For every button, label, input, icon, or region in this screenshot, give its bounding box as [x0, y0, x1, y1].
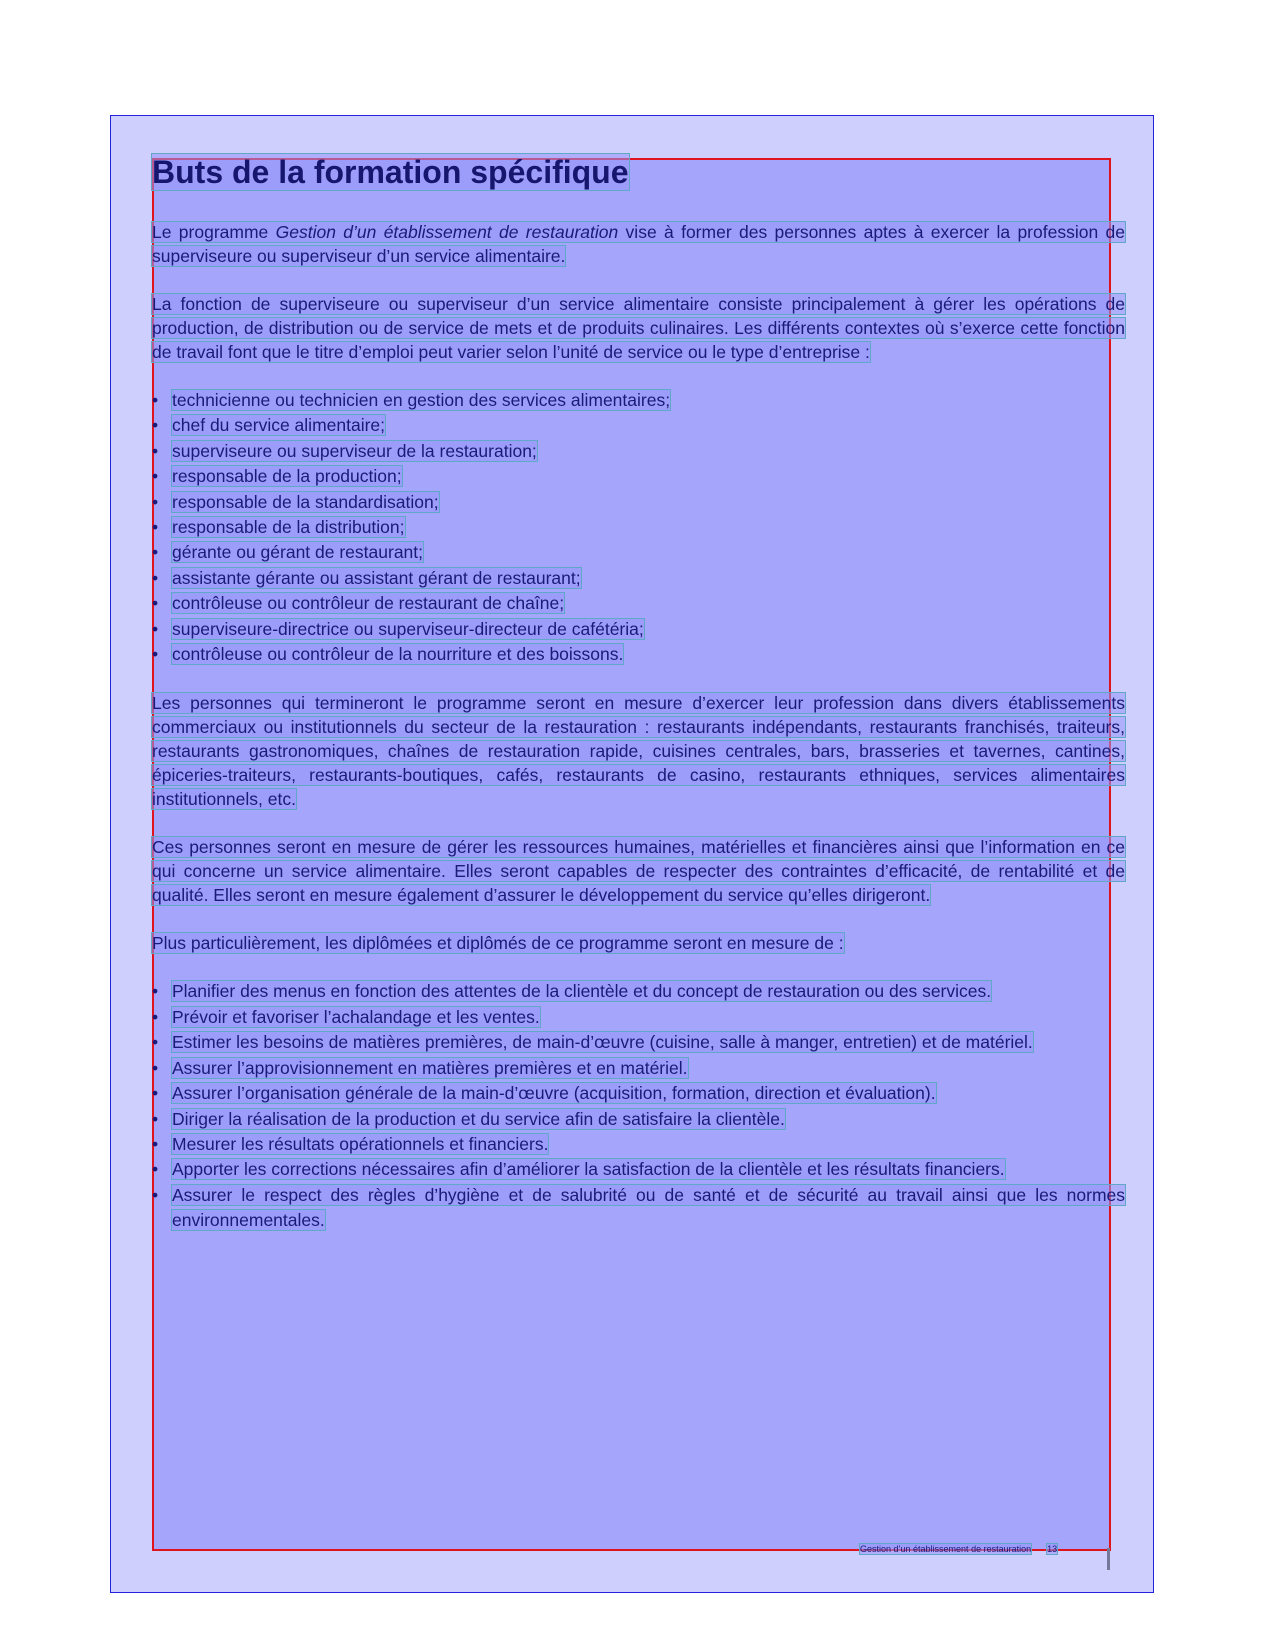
document-body	[152, 150, 1125, 1258]
bullet-icon: •	[152, 1032, 159, 1053]
list-item-text: contrôleuse ou contrôleur de restaurant de chaîne;	[172, 593, 565, 614]
list-item	[152, 1081, 1125, 1106]
bullet-icon: •	[152, 1184, 159, 1205]
list-item-text: Assurer l’approvisionnement en matières premières et en matériel.	[172, 1057, 688, 1078]
list-item	[152, 439, 1125, 464]
list-item	[152, 1132, 1125, 1157]
intro-text	[152, 222, 1125, 266]
list-item	[152, 1183, 1125, 1234]
list-item	[152, 979, 1125, 1004]
objectives-intro	[152, 931, 1125, 955]
list-item	[152, 1030, 1125, 1055]
list-item-text: Estimer les besoins de matières premières, de main-d’œuvre (cuisine, salle à manger, entretien) et de matériel.	[172, 1032, 1033, 1053]
bullet-icon: •	[152, 593, 159, 614]
settings-paragraph	[152, 691, 1125, 811]
intro-paragraph	[152, 220, 1125, 268]
list-item-text: chef du service alimentaire;	[172, 415, 386, 436]
capabilities-text: Ces personnes seront en mesure de gérer les ressources humaines, matérielles et financières ainsi que l’information en ce qui concerne un service alimentaire. Elles seront capables de respecter des contraintes d’efficacité, de rentabilité et de qualité. Elles seront en mesure également d’assurer le développement du service qu’elles dirigeront.	[152, 837, 1125, 906]
list-item-text: responsable de la standardisation;	[172, 491, 439, 512]
list-item	[152, 490, 1125, 515]
list-item-text: contrôleuse ou contrôleur de la nourriture et des boissons.	[172, 644, 624, 665]
list-item-text: responsable de la production;	[172, 466, 402, 487]
list-item	[152, 1157, 1125, 1182]
list-item-text: Diriger la réalisation de la production et du service afin de satisfaire la clientèle.	[172, 1108, 785, 1129]
bullet-icon: •	[152, 567, 159, 588]
bullet-icon: •	[152, 466, 159, 487]
bullet-icon: •	[152, 517, 159, 538]
bullet-icon: •	[152, 390, 159, 410]
function-text: La fonction de superviseure ou superviseur d’un service alimentaire consiste principalement à gérer les opérations de production, de distribution ou de service de mets et de produits culinaires. Les différents contextes où s’exerce cette fonction de travail font que le titre d’emploi peut varier selon l’unité de service ou le type d’entreprise :	[152, 294, 1125, 362]
page-footer	[860, 1544, 1057, 1554]
bullet-icon: •	[152, 1159, 159, 1180]
bullet-icon: •	[152, 542, 159, 563]
list-item	[152, 388, 1125, 413]
capabilities-paragraph	[152, 835, 1125, 907]
intro-before: Le programme	[152, 222, 276, 242]
list-item-text: Mesurer les résultats opérationnels et financiers.	[172, 1133, 549, 1154]
page-edge-marker	[1107, 1548, 1110, 1570]
bullet-icon: •	[152, 491, 159, 512]
list-item-text: assistante gérante ou assistant gérant de restaurant;	[172, 567, 581, 588]
list-item-text: superviseure ou superviseur de la restauration;	[172, 440, 537, 461]
objectives-intro-text: Plus particulièrement, les diplômées et diplômés de ce programme seront en mesure de :	[152, 933, 844, 954]
bullet-icon: •	[152, 1006, 159, 1027]
bullet-icon: •	[152, 1133, 159, 1154]
objectives-list	[152, 979, 1125, 1233]
list-item-text: Planifier des menus en fonction des attentes de la clientèle et du concept de restauration ou des services.	[172, 981, 992, 1002]
bullet-icon: •	[152, 981, 159, 1002]
list-item	[152, 591, 1125, 616]
page-number: 13	[1047, 1544, 1058, 1554]
list-item	[152, 1107, 1125, 1132]
footer-text: Gestion d’un établissement de restauration	[860, 1544, 1032, 1554]
list-item-text: technicienne ou technicien en gestion des services alimentaires;	[172, 390, 671, 410]
list-item	[152, 413, 1125, 438]
list-item	[152, 540, 1125, 565]
list-item	[152, 515, 1125, 540]
list-item-text: responsable de la distribution;	[172, 517, 405, 538]
list-item-text: Prévoir et favoriser l’achalandage et les ventes.	[172, 1006, 540, 1027]
bullet-icon: •	[152, 1083, 159, 1104]
intro-after: vise à former des personnes aptes à exercer la profession de superviseure ou superviseur d’un service alimentaire.	[152, 222, 1125, 266]
list-item	[152, 464, 1125, 489]
function-paragraph	[152, 292, 1125, 364]
list-item-text: Apporter les corrections nécessaires afin d’améliorer la satisfaction de la clientèle et les résultats financiers.	[172, 1159, 1005, 1180]
settings-text: Les personnes qui termineront le programme seront en mesure d’exercer leur profession dans divers établissements commerciaux ou institutionnels du secteur de la restauration : restaurants indépendants, restaurants franchisés, traiteurs, restaurants gastronomiques, chaînes de restauration rapide, cuisines centrales, bars, brasseries et tavernes, cantines, épiceries-traiteurs, restaurants-boutiques, cafés, restaurants de casino, restaurants ethniques, services alimentaires institutionnels, etc.	[152, 693, 1125, 810]
list-item-text: superviseure-directrice ou superviseur-directeur de cafétéria;	[172, 618, 644, 639]
list-item	[152, 566, 1125, 591]
list-item-text: Assurer l’organisation générale de la main-d’œuvre (acquisition, formation, direction et évaluation).	[172, 1083, 936, 1104]
bullet-icon: •	[152, 644, 159, 665]
list-item	[152, 1005, 1125, 1030]
list-item	[152, 617, 1125, 642]
page-title	[152, 150, 1125, 194]
list-item	[152, 642, 1125, 667]
bullet-icon: •	[152, 1057, 159, 1078]
list-item-text: gérante ou gérant de restaurant;	[172, 542, 424, 563]
job-titles-list	[152, 388, 1125, 667]
page-title-text: Buts de la formation spécifique	[152, 154, 629, 190]
bullet-icon: •	[152, 415, 159, 436]
list-item-text: Assurer le respect des règles d’hygiène et de salubrité ou de santé et de sécurité au travail ainsi que les normes environnementales.	[172, 1184, 1125, 1231]
bullet-icon: •	[152, 1108, 159, 1129]
bullet-icon: •	[152, 440, 159, 461]
program-name: Gestion d’un établissement de restauration	[275, 222, 619, 242]
bullet-icon: •	[152, 618, 159, 639]
list-item	[152, 1056, 1125, 1081]
